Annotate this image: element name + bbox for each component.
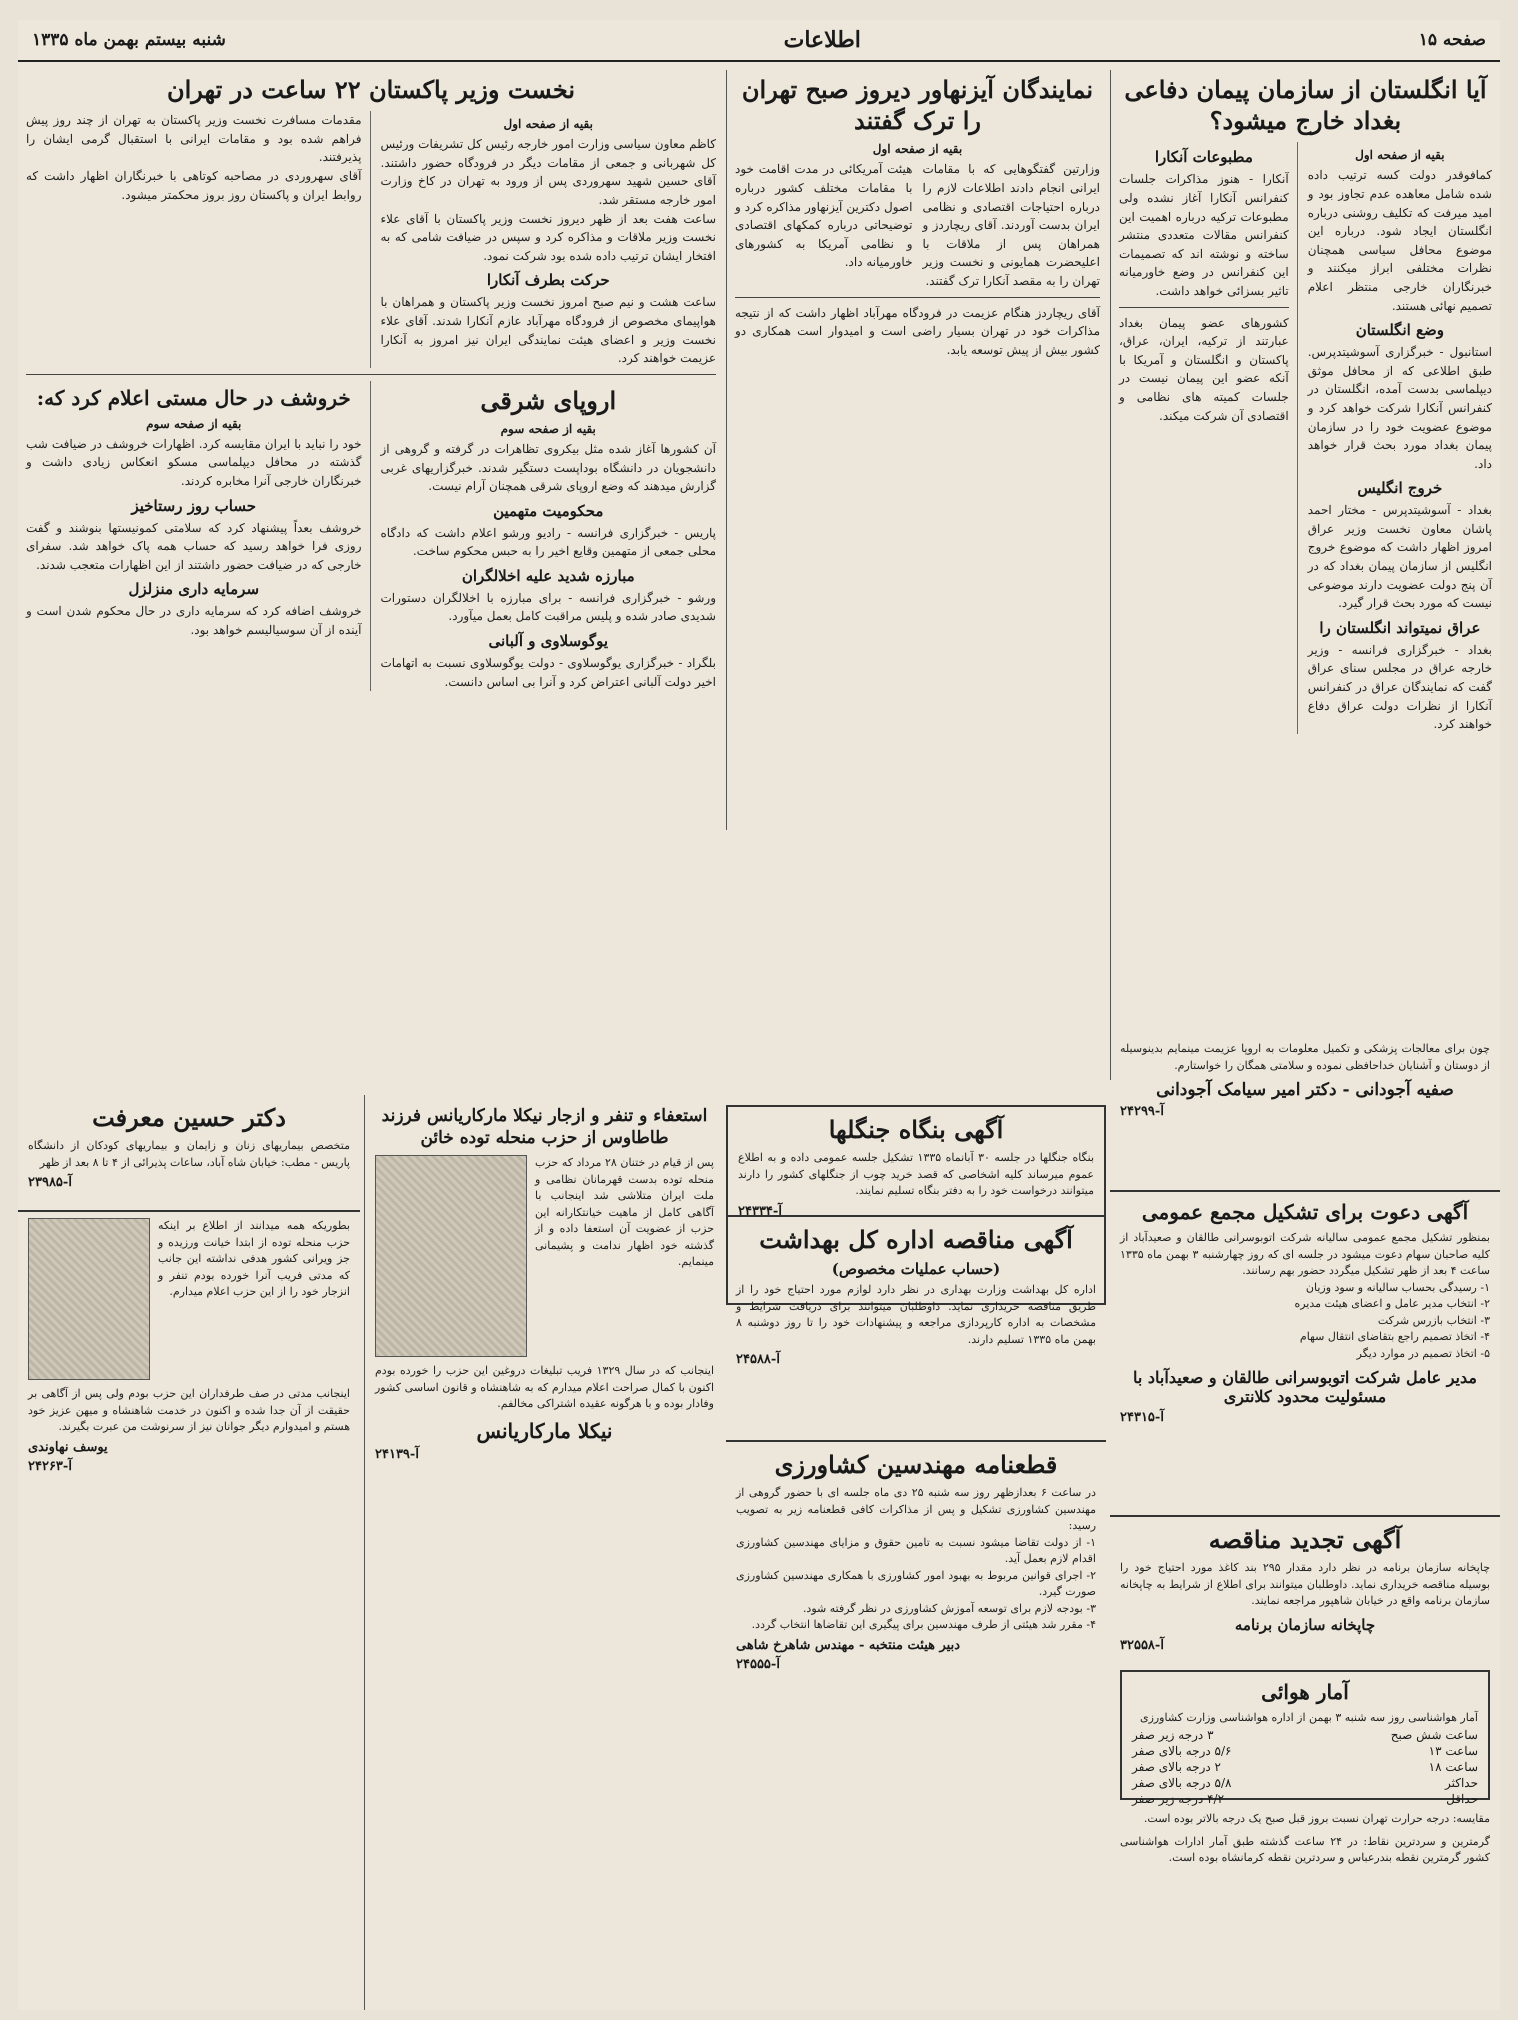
paper-name: اطلاعات xyxy=(783,27,861,53)
weather-note: گرمترین و سردترین نقاط: در ۲۴ ساعت گذشته طبق آمار ادارات هواشناسی کشور گرمترین نقطه بندرعباس و سردترین نقطه کرمانشاه بوده است. xyxy=(1120,1834,1490,1864)
weather-note: مقایسه: درجه حرارت تهران نسبت بروز قبل صبح یک درجه بالاتر بوده است. xyxy=(1143,1812,1490,1825)
ad-code: آ-۲۴۵۸۸ xyxy=(736,1352,780,1367)
weather-label: ساعت شش صبح xyxy=(1390,1727,1478,1742)
ad-code: آ-۲۴۳۳۴ xyxy=(738,1203,782,1219)
weather-value: ۳ درجه زیر صفر xyxy=(1132,1727,1214,1742)
headline-khrushchev: خروشف در حال مستی اعلام کرد که: xyxy=(36,385,351,410)
notice-title: آگهی تجدید مناقصه xyxy=(1208,1525,1402,1554)
weather-table xyxy=(1132,1727,1478,1807)
doctor-name: دکتر حسین معرفت xyxy=(92,1103,286,1132)
ad-code: آ-۲۴۲۹۹ xyxy=(1120,1104,1164,1119)
article-eisenhower xyxy=(726,70,1108,830)
list-item: ۲- اجرای قوانین مربوط به بهبود امور کشاورزی با همکاری مهندسین کشاورزی صورت گیرد. xyxy=(736,1568,1096,1598)
article-text: وزارتین گفتگوهایی که با مقامات ایرانی انجام دادند اطلاعات لازم را درباره احتیاجات اقتصادی و نظامی ایران بدست آوردند. آقای ریچاردز و همراهان پس از ملاقات با اعلیحضرت همایونی و نخست وزیر تهران را به مقصد آنکارا ترک گفتند. xyxy=(922,162,1100,288)
headline-eisenhower: نمایندگان آیزنهاور دیروز صبح تهران را ترک گفتند xyxy=(741,75,1094,136)
continued-label: بقیه از صفحه سوم xyxy=(500,421,596,436)
article-text: ورشو - خبرگزاری فرانسه - برای مبارزه با اخلالگران دستورات شدیدی صادر شده و پلیس مراقبت کامل بعمل میآورد. xyxy=(380,590,716,624)
subheading: محکومیت متهمین xyxy=(493,501,604,520)
notice-text: پس از قیام در ختنان ۲۸ مرداد که حزب منحله توده بدست قهرمانان نظامی و ملت ایران متلاشی شد اینجانب با آگاهی کامل از ماهیت خیانتکارانه این حزب از عضویت آن استعفا داده و از گذشته خود اظهار ندامت و پشیمانی مینمایم. xyxy=(535,1156,714,1269)
letter-notice xyxy=(18,1210,360,2010)
headline-pakistan: نخست وزیر پاکستان ۲۲ ساعت در تهران xyxy=(166,75,576,104)
subheading: عراق نمیتواند انگلستان را xyxy=(1319,618,1481,637)
headline-europe: اروپای شرقی xyxy=(480,385,617,415)
continued-label: بقیه از صفحه اول xyxy=(1355,148,1445,163)
article-text: پاریس - خبرگزاری فرانسه - رادیو ورشو اعلام داشت که دادگاه محلی جمعی از متهمین وقایع اخیر را به حبس محکوم ساخت. xyxy=(380,525,716,559)
baghdad-col-a xyxy=(1308,142,1492,733)
weather-value: ۲ درجه بالای صفر xyxy=(1132,1759,1221,1774)
newspaper-page xyxy=(18,20,1500,2010)
notice-text: چاپخانه سازمان برنامه در نظر دارد مقدار ۲۹۵ بند کاغذ مورد احتیاج خود را بوسیله مناقصه خریداری نماید. داوطلبان میتوانند برای اطلاع از شرایط به چاپخانه سازمان برنامه واقع در خیابان شاهپور مراجعه نمایند. xyxy=(1120,1561,1491,1607)
issue-date: شنبه بیستم بهمن ماه ۱۳۳۵ xyxy=(32,30,226,50)
notice-text: بمنظور تشکیل مجمع عمومی سالیانه شرکت اتوبوسرانی طالقان و صعیدآباد از کلیه صاحبان سهام دعوت میشود در جلسه ای که روز چهارشنبه ۳ بهمن ماه ۱۳۳۵ ساعت ۴ بعد از ظهر تشکیل میگردد حضور بهم رسانند. xyxy=(1120,1231,1490,1277)
notice-text: بطوریکه همه میدانند از اطلاع بر اینکه حزب منحله توده از ابتدا خیانت ورزیده و جز ویرانی کشور هدفی نداشته این جانب که مدتی فریب آنرا خورده بودم تنفر و انزجار خود را از این حزب اعلام میدارم. xyxy=(158,1219,350,1298)
notice-signature: یوسف نهاوندی xyxy=(28,1439,108,1455)
article-text: کشورهای عضو پیمان بغداد عبارتند از ترکیه، ایران، عراق، پاکستان و انگلستان و آمریکا با آنکه عضو این پیمان نیست در جلسات کمیته های نظامی و اقتصادی آن شرکت میکند. xyxy=(1119,315,1289,423)
article-text: آن کشورها آغاز شده مثل بیکروی تظاهرات در گرفته و گروهی از دانشجویان در دانشگاه بوداپست دستگیر شدند. خبرگزاریهای غربی گزارش میدهند که وضع اروپای شرقی همچنان آرام نیست. xyxy=(380,441,716,494)
weather-notes xyxy=(1110,1805,1500,2005)
article-text: آقای ریچاردز هنگام عزیمت در فرودگاه مهرآباد اظهار داشت که از نتیجه مذاکرات خود در تهران بسیار راضی است و امیدوار است همکاری دو کشور بیش از پیش توسعه یابد. xyxy=(735,305,1100,357)
ad-code: آ-۲۴۳۱۵ xyxy=(1120,1410,1164,1425)
list-item: ۱- از دولت تقاضا میشود نسبت به تامین حقوق و مزایای مهندسین کشاورزی اقدام لازم بعمل آید. xyxy=(736,1535,1096,1565)
article-baghdad-pact xyxy=(1110,70,1500,1080)
weather-row xyxy=(1132,1775,1478,1791)
list-item: ۳- بودجه لازم برای توسعه آموزش کشاورزی در نظر گرفته شود. xyxy=(802,1601,1096,1615)
notice-title: آگهی بنگاه جنگلها xyxy=(828,1115,1004,1144)
weather-row xyxy=(1132,1759,1478,1775)
continued-label: بقیه از صفحه سوم xyxy=(146,416,242,431)
subheading: حرکت بطرف آنکارا xyxy=(486,271,610,290)
notice-signature: چاپخانه سازمان برنامه xyxy=(1234,1615,1376,1634)
subheading: وضع انگلستان xyxy=(1355,321,1444,340)
ad-code: آ-۲۳۹۸۵ xyxy=(28,1175,72,1190)
weather-label: حداکثر xyxy=(1444,1775,1478,1790)
ad-doctor xyxy=(18,1095,360,1205)
notice-thanks xyxy=(1110,1035,1500,1185)
weather-label: ساعت ۱۳ xyxy=(1428,1743,1478,1758)
weather-row xyxy=(1132,1743,1478,1759)
article-text: استانبول - خبرگزاری آسوشیتدپرس. طبق اطلاعی که از محافل موثق دیپلماسی بدست آمده، انگلستان در کنفرانس آنکارا شرکت خواهد کرد و موضوع عضویت خود را در سازمان پیمان بغداد مورد بحث قرار خواهد داد. xyxy=(1307,345,1492,471)
continued-label: بقیه از صفحه اول xyxy=(872,142,963,157)
article-text: آنکارا - هنوز مذاکرات جلسات کنفرانس آنکارا آغاز نشده ولی مطبوعات ترکیه درباره اهمیت این کنفرانس مقالات متعددی منتشر ساخته و نوشته اند که تصمیمات این کنفرانس در وضع خاورمیانه تاثیر بسزائی خواهد داشت. xyxy=(1119,172,1289,298)
resignation-title: استعفاء و تنفر و ازجار نیکلا مارکاریانس فرزند طاطاوس از حزب منحله توده خائن xyxy=(381,1106,708,1149)
article-text: خروشف بعداً پیشنهاد کرد که سلامتی کمونیستها بنوشند و گفت روزی فرا خواهد رسید که حساب همه پاک خواهد شد. سفرای خارجی که در ضیافت حضور داشتند از این اظهارات متعجب شدند. xyxy=(26,520,362,572)
weather-title: آمار هوائی xyxy=(1261,1680,1349,1704)
weather-label: حداقل xyxy=(1446,1791,1478,1806)
article-text: هیئت آمریکائی در مدت اقامت خود با مقامات مختلف کشور درباره اصول دکترین آیزنهاور مذاکره کرد و توضیحاتی درباره کمکهای اقتصادی و نظامی آمریکا به کشورهای خاورمیانه داد. xyxy=(735,162,913,270)
article-text: کمافوقدر دولت کسه ترتیب داده شده شامل معاهده عدم تجاوز بود و امید میرفت که تکلیف روشنی درباره انگلستان ایجاد شود. درباره این موضوع محافل سیاسی همچنان نظرات مختلفی ابراز میکنند و خبرنگاران خارجی منتظر اعلام تصمیم نهائی هستند. xyxy=(1307,168,1492,313)
notice-assembly xyxy=(1110,1190,1500,1510)
portrait-photo xyxy=(375,1155,527,1357)
notice-subtitle: (حساب عملیات مخصوص) xyxy=(831,1260,1001,1278)
notice-engineers xyxy=(726,1440,1106,2010)
weather-label: ساعت ۱۸ xyxy=(1428,1759,1478,1774)
notice-title: آگهی دعوت برای تشکیل مجمع عمومی xyxy=(1141,1200,1469,1224)
notice-text: در ساعت ۶ بعدازظهر روز سه شنبه ۲۵ دی ماه جلسه ای با حضور گروهی از مهندسین کشاورزی تشکیل و پس از مذاکرات کافی قطعنامه زیر به تصویب رسید: xyxy=(736,1486,1096,1532)
list-item: ۴- اتخاذ تصمیم راجع بتقاضای انتقال سهام xyxy=(1299,1330,1490,1343)
list-item: ۵- اتخاذ تصمیم در موارد دیگر xyxy=(1356,1346,1490,1360)
ad-code: آ-۳۲۵۵۸ xyxy=(1120,1637,1164,1653)
article-text: کاظم معاون سیاسی وزارت امور خارجه رئیس کل تشریفات ورئیس کل شهربانی و جمعی از مقامات دیگر در فرودگاه حضور داشتند. آقای حسین شهید سهروردی پس از ورود به تهران در کاخ وزارت امور خارجه مستقر شد. xyxy=(380,137,716,207)
notice-signature: دبیر هیئت منتخبه - مهندس شاهرخ شاهی xyxy=(736,1637,961,1653)
article-text: آقای سهروردی در مصاحبه کوتاهی با خبرنگاران اظهار داشت که روابط ایران و پاکستان روز بروز محکمتر میشود. xyxy=(26,168,362,202)
weather-value: ۵/۶ درجه بالای صفر xyxy=(1132,1743,1232,1758)
article-text: بغداد - آسوشیتدپرس - مختار احمد پاشان معاون نخست وزیر عراق امروز اظهار داشت که موضوع خروج انگلیس از سازمان پیمان بغداد که در آن پنج دولت عضویت دارند موضوعی نیست که مورد بحث قرار گیرد. xyxy=(1307,503,1492,611)
ad-code: آ-۲۴۲۶۳ xyxy=(28,1458,72,1474)
article-text: بغداد - خبرگزاری فرانسه - وزیر خارجه عراق در مجلس سنای عراق گفت که نمایندگان عراق در کنفرانس آنکارا از نظرات دولت عراق دفاع خواهند کرد. xyxy=(1307,642,1492,732)
notice-text: اینجانب مدتی در صف طرفداران این حزب بودم ولی پس از آگاهی بر حقیقت از آن جدا شده و اکنون در خدمت شاهنشاه و میهن عزیز خود هستم و امیدوارم دیگر جوانان نیز از سرنوشت من عبرت بگیرند. xyxy=(28,1387,350,1433)
notice-text: چون برای معالجات پزشکی و تکمیل معلومات به اروپا عزیمت مینمایم بدینوسیله از دوستان و آشنایان خداحافظی نموده و سلامتی همگان را خواستارم. xyxy=(1120,1042,1490,1072)
subheading: یوگوسلاوی و آلبانی xyxy=(488,632,609,651)
headline-baghdad: آیا انگلستان از سازمان پیمان دفاعی بغداد خارج میشود؟ xyxy=(1124,75,1487,136)
khrushchev-article xyxy=(26,381,371,692)
notice-text: بنگاه جنگلها در جلسه ۳۰ آبانماه ۱۳۳۵ تشکیل جلسه عمومی داده و به اطلاع عموم میرساند کلیه اشخاصی که قصد خرید چوب از جنگلهای کشور را دارند میتوانند درخواست خود را به دفتر بنگاه تسلیم نمایند. xyxy=(738,1151,1095,1197)
ad-code: آ-۲۴۱۳۹ xyxy=(375,1446,419,1462)
article-text: ساعت هفت بعد از ظهر دیروز نخست وزیر پاکستان با آقای علاء نخست وزیر ملاقات و مذاکره کرد و سپس در ضیافت شامی که به افتخار ایشان ترتیب داده شده بود شرکت نمود. xyxy=(380,211,716,263)
weather-intro: آمار هواشناسی روز سه شنبه ۳ بهمن از اداره هواشناسی وزارت کشاورزی xyxy=(1139,1711,1478,1724)
notice-signature: مدیر عامل شرکت اتوبوسرانی طالقان و صعیدآباد با مسئولیت محدود کلانتری xyxy=(1133,1368,1477,1406)
article-pakistan-pm xyxy=(18,70,724,1080)
page-header xyxy=(18,20,1500,62)
notice-text: متخصص بیماریهای زنان و زایمان و بیماریهای کودکان از دانشگاه پاریس - مطب: خیابان شاه آباد، ساعات پذیرائی از ۴ تا ۸ بعد از ظهر xyxy=(28,1139,350,1169)
list-item: ۱- رسیدگی بحساب سالیانه و سود وزیان xyxy=(1305,1280,1490,1294)
notice-resignation xyxy=(364,1095,724,2010)
subheading: حساب روز رستاخیز xyxy=(131,496,256,515)
notice-signature: صفیه آجودانی - دکتر امیر سیامک آجودانی xyxy=(1156,1080,1454,1100)
pakistan-col-a xyxy=(381,111,717,368)
notice-health-tender xyxy=(726,1215,1106,1435)
subheading: مطبوعات آنکارا xyxy=(1154,148,1253,167)
notice-signature: نیکلا مارکاریانس xyxy=(476,1418,613,1443)
list-item: ۳- انتخاب بازرس شرکت xyxy=(1377,1313,1490,1327)
article-text: خروشف اضافه کرد که سرمایه داری در حال محکوم شدن است و آینده از آن سوسیالیسم خواهد بود. xyxy=(26,604,362,637)
page-number: صفحه ۱۵ xyxy=(1418,30,1486,50)
notice-tender-renewal xyxy=(1110,1515,1500,1665)
article-text: بلگراد - خبرگزاری یوگوسلاوی - دولت یوگوسلاوی نسبت به اتهامات اخیر دولت آلبانی اعتراض کرد و آنرا بی اساس دانست. xyxy=(380,656,716,689)
article-text: مقدمات مسافرت نخست وزیر پاکستان به تهران از چند روز پیش فراهم شده بود و مقامات ایرانی با استقبال گرمی ایشان را پذیرفتند. xyxy=(26,113,362,165)
list-item: ۴- مقرر شد هیئتی از طرف مهندسین برای پیگیری این تقاضاها انتخاب گردد. xyxy=(751,1618,1096,1631)
article-text: خود را نباید با ایران مقایسه کرد. اظهارات خروشف در ضیافت شب گذشته در محافل دیپلماسی مسکو انعکاس زیادی داشت و خبرنگاران خارجی آنرا مخابره کردند. xyxy=(26,436,362,488)
weather-value: ۵/۸ درجه بالای صفر xyxy=(1132,1775,1232,1790)
notice-text: اینجانب که در سال ۱۳۲۹ فریب تبلیغات دروغین این حزب را خورده بودم اکنون با کمال صراحت اعلام میدارم که به شاهنشاه و قانون اساسی کشور وفادار بوده و با هرگونه عقیده اشتراکی مخالفم. xyxy=(375,1364,714,1411)
notice-title: قطعنامه مهندسین کشاورزی xyxy=(774,1450,1058,1479)
portrait-photo xyxy=(28,1218,150,1380)
subheading: خروج انگلیس xyxy=(1357,479,1443,498)
notice-title: آگهی مناقصه اداره کل بهداشت xyxy=(759,1225,1073,1254)
weather-box xyxy=(1120,1670,1490,1806)
ad-code: آ-۲۴۵۵۵ xyxy=(736,1656,780,1672)
subheading: سرمایه داری منزلزل xyxy=(128,580,260,599)
weather-row xyxy=(1132,1727,1478,1743)
subheading: مبارزه شدید علیه اخلالگران xyxy=(461,566,635,585)
article-text: ساعت هشت و نیم صبح امروز نخست وزیر پاکستان و همراهان با هواپیمای مخصوص از فرودگاه مهرآباد عازم آنکارا شدند. آقای علاء نخست وزیر و اعضای هیئت نمایندگی ایران نیز امروز به آنکارا عزیمت خواهند کرد. xyxy=(380,295,716,366)
europe-article xyxy=(381,381,717,692)
pakistan-col-b xyxy=(26,111,371,368)
list-item: ۲- انتخاب مدیر عامل و اعضای هیئت مدیره xyxy=(1294,1297,1490,1310)
notice-text: اداره کل بهداشت وزارت بهداری در نظر دارد لوازم مورد احتیاج خود را از طریق مناقصه خریداری نماید. داوطلبان میتوانند برای دریافت شرایط و مشخصات به اداره کارپردازی مراجعه و پیشنهادات خود را تا روز دوشنبه ۸ بهمن ماه ۱۳۳۵ تسلیم دارند. xyxy=(736,1283,1096,1346)
weather-value: ۴/۲ درجه زیر صفر xyxy=(1132,1791,1225,1806)
baghdad-col-b xyxy=(1119,142,1298,733)
continued-label: بقیه از صفحه اول xyxy=(503,117,593,132)
